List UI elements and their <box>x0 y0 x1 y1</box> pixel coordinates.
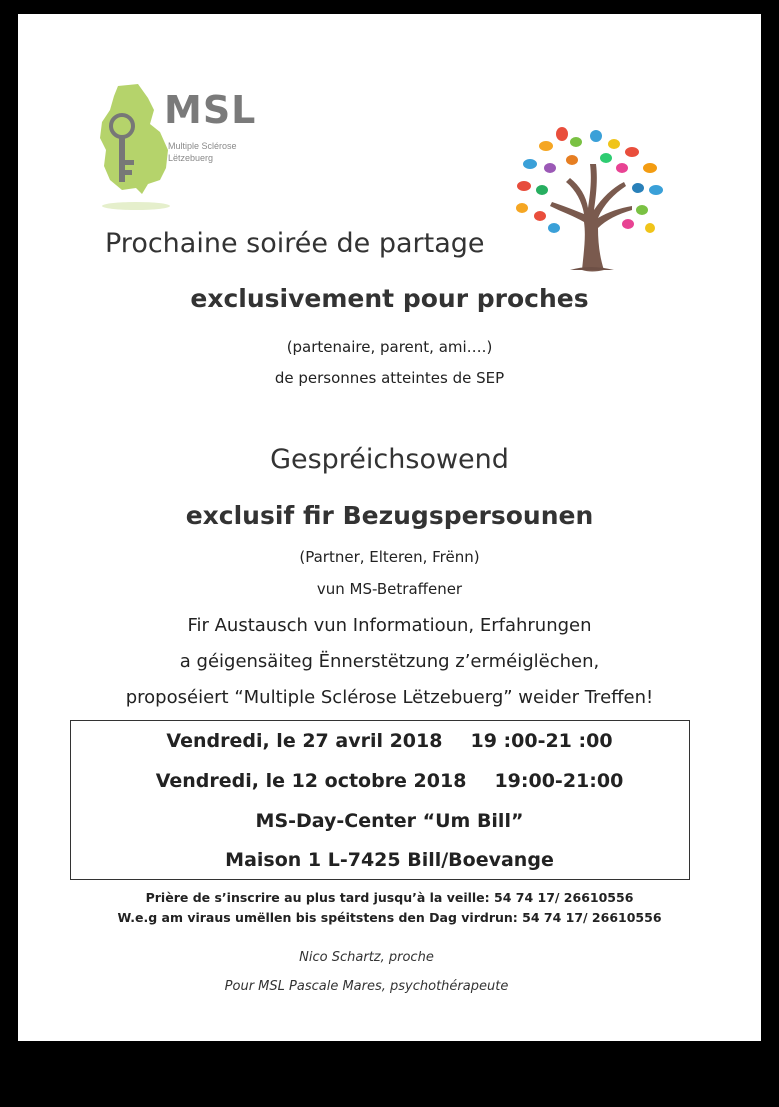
event-date-1: Vendredi, le 27 avril 2018 <box>166 730 443 752</box>
french-subtitle: exclusivement pour proches <box>190 284 589 313</box>
lux-line-2: a géigensäiteg Ënnerstëtzung z’erméiglëchen, <box>179 651 600 672</box>
registration-lux: W.e.g am viraus umëllen bis spéitstens den Dag virdrun: 54 74 17/ 26610556 <box>117 910 662 925</box>
signature-line-1: Nico Schartz, proche <box>299 950 434 965</box>
lux-subtitle: exclusif fir Bezugspersounen <box>185 501 594 530</box>
french-detail-1: (partenaire, parent, ami….) <box>286 338 493 356</box>
event-time-2: 19:00-21:00 <box>494 770 624 792</box>
signature-line-2: Pour MSL Pascale Mares, psychothérapeute <box>224 979 509 994</box>
msl-logo <box>96 84 276 234</box>
lux-title: Gespréichsowend <box>270 444 509 475</box>
registration-french: Prière de s’inscrire au plus tard jusqu’à la veille: 54 74 17/ 26610556 <box>145 890 634 905</box>
lux-line-3: proposéiert “Multiple Sclérose Lëtzebuerg” weider Treffen! <box>125 687 654 708</box>
logo-subtitle <box>168 140 237 164</box>
lux-detail-1: (Partner, Elteren, Frënn) <box>299 548 480 566</box>
logo-wordmark: MSL <box>164 88 257 132</box>
logo-subtitle-line2: Lëtzebuerg <box>168 153 214 163</box>
lux-line-1: Fir Austausch vun Informatioun, Erfahrungen <box>187 615 592 636</box>
event-date-1-row <box>18 730 761 752</box>
flyer-page <box>18 14 761 1041</box>
french-detail-2: de personnes atteintes de SEP <box>274 369 505 387</box>
french-title: Prochaine soirée de partage <box>105 228 485 259</box>
tree-of-hands-illustration <box>510 124 670 272</box>
event-date-2-row <box>18 770 761 792</box>
event-venue: MS-Day-Center “Um Bill” <box>255 810 524 832</box>
event-address: Maison 1 L-7425 Bill/Boevange <box>225 849 554 871</box>
event-time-1: 19 :00-21 :00 <box>470 730 613 752</box>
event-date-2: Vendredi, le 12 octobre 2018 <box>155 770 467 792</box>
logo-subtitle-line1: Multiple Sclérose <box>168 141 237 151</box>
lux-detail-2: vun MS-Betraffener <box>316 580 463 598</box>
